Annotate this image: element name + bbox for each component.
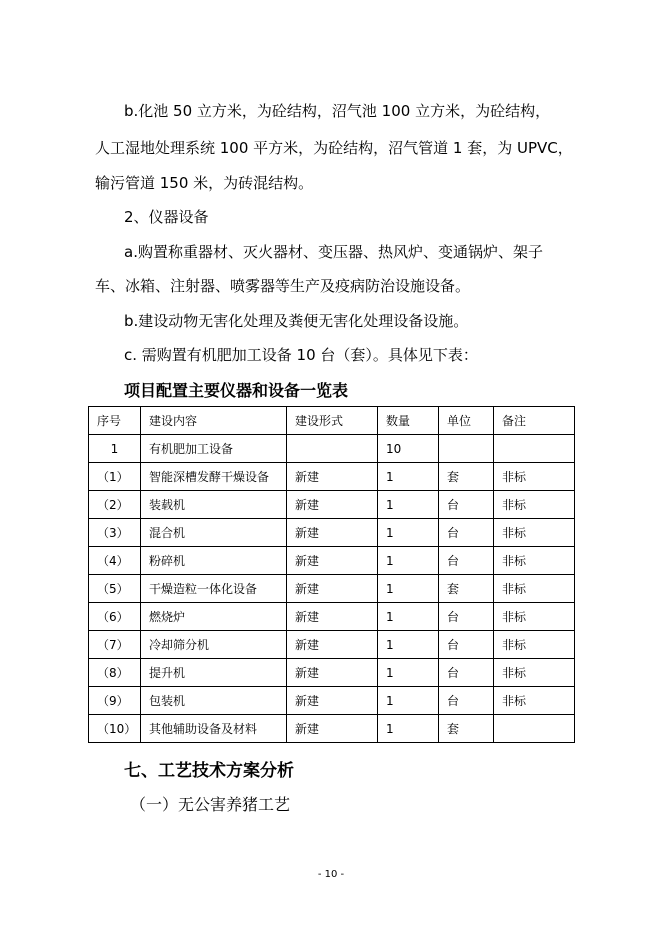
- cell-quantity: 1: [378, 463, 439, 491]
- cell-index: （7）: [89, 631, 141, 659]
- cell-remark: 非标: [494, 547, 575, 575]
- cell-quantity: 1: [378, 547, 439, 575]
- cell-content: 其他辅助设备及材料: [141, 715, 287, 743]
- cell-form: 新建: [287, 463, 378, 491]
- cell-unit: 套: [439, 463, 494, 491]
- cell-index: （6）: [89, 603, 141, 631]
- header-unit: 单位: [439, 407, 494, 435]
- cell-form: 新建: [287, 575, 378, 603]
- cell-content: 智能深槽发酵干燥设备: [141, 463, 287, 491]
- cell-unit: 台: [439, 603, 494, 631]
- cell-content: 混合机: [141, 519, 287, 547]
- cell-index: （5）: [89, 575, 141, 603]
- subsection-heading: （一）无公害养猪工艺: [130, 795, 291, 814]
- cell-quantity: 1: [378, 519, 439, 547]
- cell-unit: 套: [439, 715, 494, 743]
- paragraph-line-2: 人工湿地处理系统 100 平方米，为砼结构，沼气管道 1 套，为 UPVC，: [95, 139, 573, 157]
- cell-content: 有机肥加工设备: [141, 435, 287, 463]
- cell-index: （8）: [89, 659, 141, 687]
- header-quantity: 数量: [378, 407, 439, 435]
- cell-quantity: 1: [378, 715, 439, 743]
- cell-quantity: 1: [378, 659, 439, 687]
- cell-unit: [439, 435, 494, 463]
- cell-remark: [494, 435, 575, 463]
- cell-unit: 台: [439, 687, 494, 715]
- cell-remark: [494, 715, 575, 743]
- paragraph-line-8: c. 需购置有机肥加工设备 10 台（套）。具体见下表：: [124, 346, 478, 364]
- cell-content: 冷却筛分机: [141, 631, 287, 659]
- cell-content: 粉碎机: [141, 547, 287, 575]
- cell-index: （10）: [89, 715, 141, 743]
- cell-index: （9）: [89, 687, 141, 715]
- cell-remark: 非标: [494, 603, 575, 631]
- page-number: - 10 -: [317, 869, 345, 880]
- cell-unit: 台: [439, 491, 494, 519]
- cell-unit: 台: [439, 659, 494, 687]
- cell-content: 干燥造粒一体化设备: [141, 575, 287, 603]
- paragraph-line-5: a.购置称重器材、灭火器材、变压器、热风炉、变通锅炉、架子: [124, 243, 543, 261]
- table-row: [89, 659, 575, 687]
- cell-index: （4）: [89, 547, 141, 575]
- cell-remark: 非标: [494, 687, 575, 715]
- table-header-row: [89, 407, 575, 435]
- header-remark: 备注: [494, 407, 575, 435]
- cell-remark: 非标: [494, 491, 575, 519]
- cell-quantity: 1: [378, 631, 439, 659]
- cell-remark: 非标: [494, 659, 575, 687]
- cell-unit: 台: [439, 547, 494, 575]
- table-row: [89, 575, 575, 603]
- table-row: [89, 491, 575, 519]
- cell-content: 提升机: [141, 659, 287, 687]
- cell-form: 新建: [287, 603, 378, 631]
- header-form: 建设形式: [287, 407, 378, 435]
- table-row: [89, 631, 575, 659]
- cell-form: 新建: [287, 659, 378, 687]
- paragraph-line-7: b.建设动物无害化处理及粪便无害化处理设备设施。: [124, 312, 469, 330]
- cell-quantity: 1: [378, 491, 439, 519]
- section-heading: 七、工艺技术方案分析: [124, 761, 294, 781]
- cell-remark: 非标: [494, 631, 575, 659]
- header-content: 建设内容: [141, 407, 287, 435]
- cell-content: 燃烧炉: [141, 603, 287, 631]
- cell-quantity: 1: [378, 687, 439, 715]
- cell-quantity: 1: [378, 575, 439, 603]
- paragraph-line-6: 车、冰箱、注射器、喷雾器等生产及疫病防治设施设备。: [95, 277, 471, 295]
- table-row: [89, 687, 575, 715]
- cell-form: 新建: [287, 491, 378, 519]
- paragraph-line-4: 2、仪器设备: [124, 208, 209, 226]
- cell-remark: 非标: [494, 519, 575, 547]
- equipment-table: [88, 406, 575, 743]
- cell-unit: 台: [439, 631, 494, 659]
- cell-form: 新建: [287, 547, 378, 575]
- cell-form: 新建: [287, 715, 378, 743]
- header-index: 序号: [89, 407, 141, 435]
- table-row: [89, 435, 575, 463]
- cell-unit: 台: [439, 519, 494, 547]
- cell-unit: 套: [439, 575, 494, 603]
- cell-index: （3）: [89, 519, 141, 547]
- cell-form: [287, 435, 378, 463]
- cell-quantity: 10: [378, 435, 439, 463]
- cell-content: 包装机: [141, 687, 287, 715]
- cell-remark: 非标: [494, 463, 575, 491]
- paragraph-line-1: b.化池 50 立方米，为砼结构，沼气池 100 立方米，为砼结构，: [124, 102, 551, 120]
- table-row: [89, 519, 575, 547]
- paragraph-line-3: 输污管道 150 米，为砖混结构。: [95, 174, 314, 192]
- table-row: [89, 547, 575, 575]
- cell-remark: 非标: [494, 575, 575, 603]
- cell-index: 1: [89, 435, 141, 463]
- table-row: [89, 715, 575, 743]
- cell-quantity: 1: [378, 603, 439, 631]
- table-row: [89, 463, 575, 491]
- cell-form: 新建: [287, 631, 378, 659]
- table-row: [89, 603, 575, 631]
- cell-index: （1）: [89, 463, 141, 491]
- table-title: 项目配置主要仪器和设备一览表: [124, 381, 349, 400]
- cell-form: 新建: [287, 519, 378, 547]
- cell-content: 装载机: [141, 491, 287, 519]
- cell-form: 新建: [287, 687, 378, 715]
- cell-index: （2）: [89, 491, 141, 519]
